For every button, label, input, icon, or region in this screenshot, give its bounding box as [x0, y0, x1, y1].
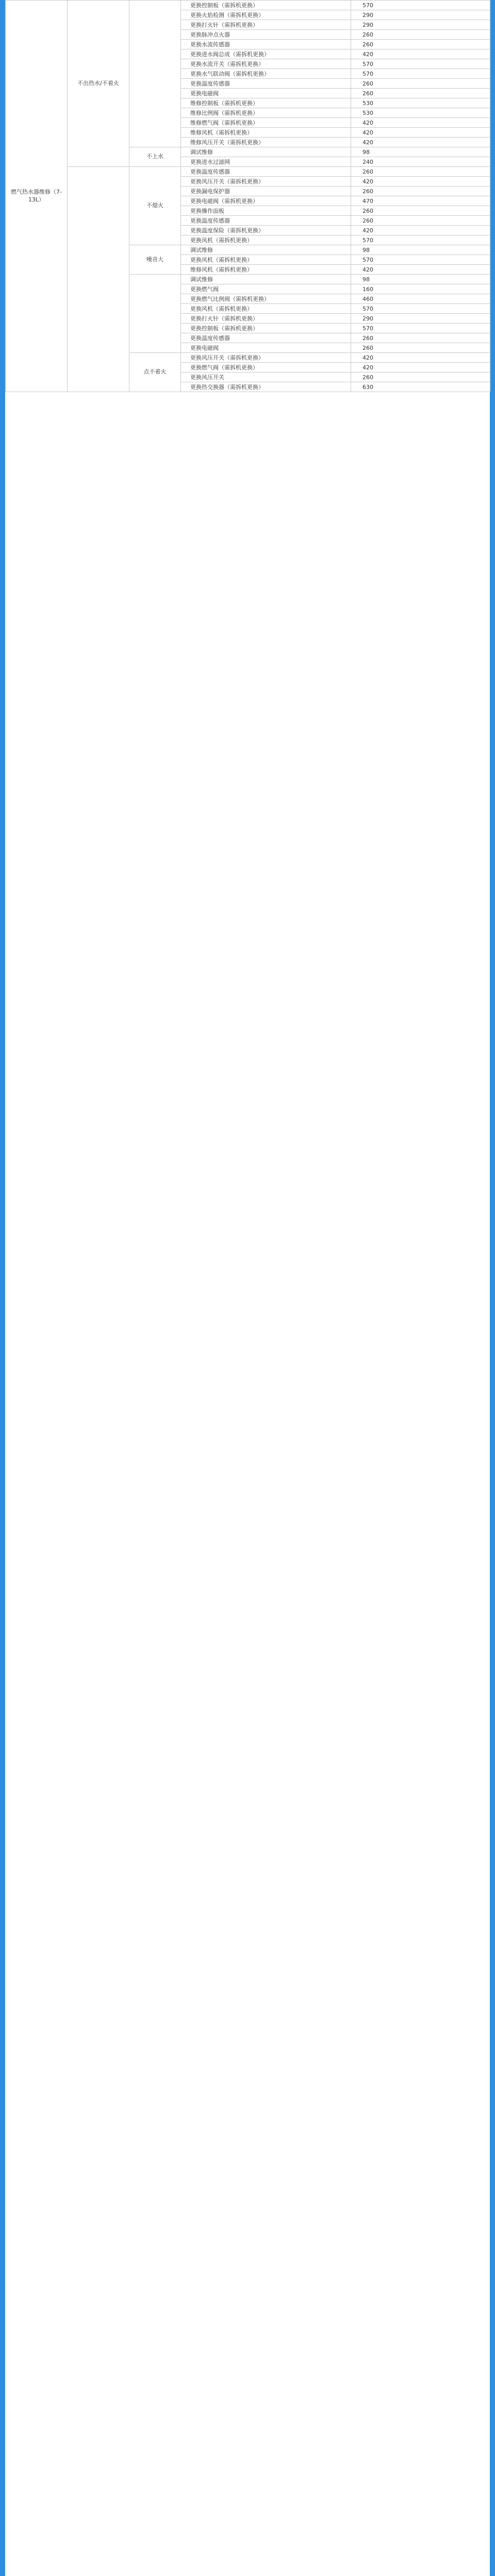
- price-cell: 260: [351, 79, 490, 89]
- price-cell: 290: [351, 10, 490, 20]
- repair-method-cell: 更换风机（需拆机更换）: [181, 235, 351, 245]
- repair-method-cell: 更换温度保险（需拆机更换）: [181, 226, 351, 235]
- price-cell: 570: [351, 1, 490, 10]
- price-cell: 98: [351, 275, 490, 284]
- repair-method-cell: 维修燃气阀（需拆机更换）: [181, 118, 351, 128]
- repair-method-cell: 更换控制板（需拆机更换）: [181, 324, 351, 333]
- repair-method-cell: 更换电磁阀（需拆机更换）: [181, 196, 351, 206]
- cause-cell: 不熄火: [129, 167, 181, 245]
- price-cell: 570: [351, 324, 490, 333]
- repair-method-cell: 维修风压开关（需拆机更换）: [181, 138, 351, 147]
- price-cell: 260: [351, 372, 490, 382]
- price-cell: 420: [351, 363, 490, 372]
- repair-method-cell: 更换水流开关（需拆机更换）: [181, 59, 351, 69]
- price-cell: 98: [351, 245, 490, 255]
- price-cell: 160: [351, 284, 490, 294]
- repair-method-cell: 更换风压开关: [181, 372, 351, 382]
- repair-method-cell: 更换打火针（需拆机更换）: [181, 20, 351, 30]
- repair-method-cell: 调试维修: [181, 275, 351, 284]
- repair-method-cell: 更换温度传感器: [181, 167, 351, 177]
- price-cell: 260: [351, 30, 490, 40]
- device-cell: 燃气热水器维修（7-13L）: [6, 1, 68, 392]
- table-row: [6, 167, 490, 177]
- fault-cell: [68, 167, 129, 392]
- repair-method-cell: 调试维修: [181, 147, 351, 157]
- price-cell: 260: [351, 343, 490, 353]
- repair-method-cell: 更换风机（需拆机更换）: [181, 304, 351, 314]
- price-cell: 260: [351, 167, 490, 177]
- price-cell: 420: [351, 353, 490, 363]
- repair-method-cell: 更换燃气比例阀（需拆机更换）: [181, 294, 351, 304]
- price-cell: 290: [351, 314, 490, 324]
- price-cell: 290: [351, 20, 490, 30]
- fault-cell: 不出热水/不着火: [68, 1, 129, 167]
- cause-cell: 点不着火: [129, 353, 181, 392]
- price-cell: 420: [351, 265, 490, 275]
- repair-method-cell: 更换水流传感器: [181, 40, 351, 49]
- price-cell: 570: [351, 235, 490, 245]
- cause-cell: 不上水: [129, 147, 181, 167]
- repair-method-cell: 更换进水阀总成（需拆机更换）: [181, 49, 351, 59]
- left-accent-bar: [0, 0, 5, 2576]
- price-cell: 570: [351, 304, 490, 314]
- repair-method-cell: 更换风压开关（需拆机更换）: [181, 177, 351, 187]
- price-cell: 420: [351, 226, 490, 235]
- repair-method-cell: 更换温度传感器: [181, 216, 351, 226]
- price-cell: 260: [351, 89, 490, 98]
- repair-method-cell: 更换温度传感器: [181, 333, 351, 343]
- cause-cell: [129, 275, 181, 353]
- repair-method-cell: 更换风机（需拆机更换）: [181, 255, 351, 265]
- cause-cell: 噪音大: [129, 245, 181, 275]
- right-accent-bar: [490, 0, 495, 2576]
- repair-method-cell: 维修控制板（需拆机更换）: [181, 98, 351, 108]
- price-cell: 260: [351, 216, 490, 226]
- price-cell: 530: [351, 108, 490, 118]
- repair-method-cell: 更换控制板（需拆机更换）: [181, 1, 351, 10]
- repair-method-cell: 更换温度传感器: [181, 79, 351, 89]
- price-cell: 98: [351, 147, 490, 157]
- price-cell: 420: [351, 128, 490, 138]
- price-cell: 630: [351, 382, 490, 392]
- price-cell: 420: [351, 49, 490, 59]
- price-cell: 260: [351, 333, 490, 343]
- repair-method-cell: 更换风压开关（需拆机更换）: [181, 353, 351, 363]
- price-cell: 420: [351, 177, 490, 187]
- price-cell: 240: [351, 157, 490, 167]
- repair-method-cell: 维修风机（需拆机更换）: [181, 265, 351, 275]
- repair-method-cell: 更换打火针（需拆机更换）: [181, 314, 351, 324]
- price-cell: 530: [351, 98, 490, 108]
- repair-method-cell: 更换进水过滤网: [181, 157, 351, 167]
- repair-price-table: [5, 0, 490, 392]
- price-cell: 570: [351, 255, 490, 265]
- price-cell: 260: [351, 206, 490, 216]
- repair-method-cell: 更换水气联动阀（需拆机更换）: [181, 69, 351, 79]
- repair-method-cell: 更换热交换器（需拆机更换）: [181, 382, 351, 392]
- repair-method-cell: 调试维修: [181, 245, 351, 255]
- repair-method-cell: 更换操作面板: [181, 206, 351, 216]
- price-cell: 570: [351, 59, 490, 69]
- repair-method-cell: 更换电磁阀: [181, 343, 351, 353]
- repair-method-cell: 更换燃气阀: [181, 284, 351, 294]
- repair-method-cell: 维修风机（需拆机更换）: [181, 128, 351, 138]
- repair-method-cell: 更换漏电保护器: [181, 187, 351, 196]
- repair-method-cell: 更换火焰检测（需拆机更换）: [181, 10, 351, 20]
- price-cell: 570: [351, 69, 490, 79]
- table-row: [6, 1, 490, 10]
- price-cell: 260: [351, 40, 490, 49]
- price-cell: 460: [351, 294, 490, 304]
- price-cell: 420: [351, 118, 490, 128]
- repair-method-cell: 更换脉冲点火器: [181, 30, 351, 40]
- repair-method-cell: 更换电磁阀: [181, 89, 351, 98]
- price-cell: 470: [351, 196, 490, 206]
- repair-method-cell: 更换燃气阀（需拆机更换）: [181, 363, 351, 372]
- price-cell: 260: [351, 187, 490, 196]
- price-cell: 420: [351, 138, 490, 147]
- cause-cell: [129, 1, 181, 147]
- repair-method-cell: 维修比例阀（需拆机更换）: [181, 108, 351, 118]
